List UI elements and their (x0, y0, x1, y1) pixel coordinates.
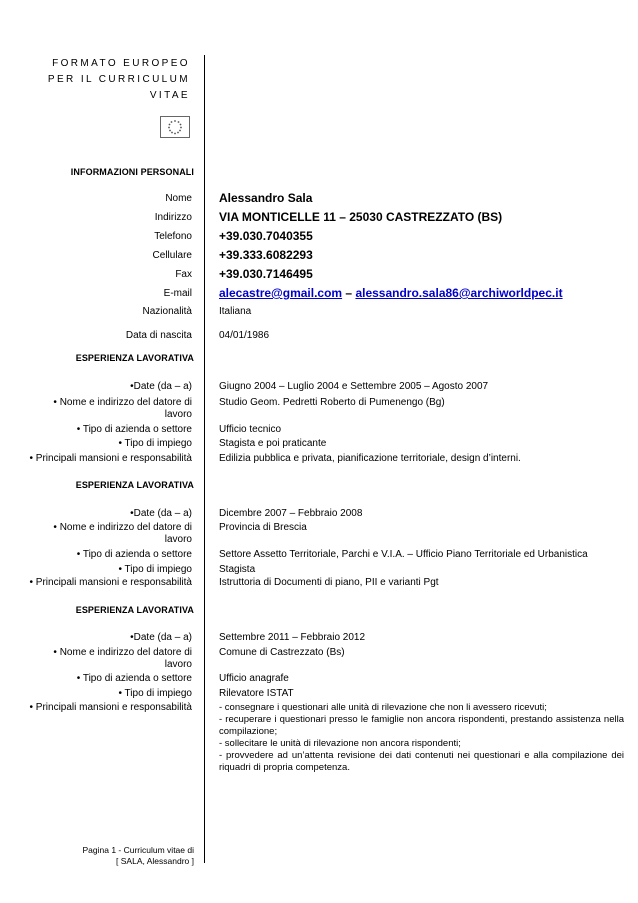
email-link-1[interactable]: alecastre@gmail.com (219, 286, 343, 300)
value-fax: +39.030.7146495 (219, 267, 313, 281)
exp2-value-employer: Provincia di Brescia (219, 522, 307, 533)
value-indirizzo: VIA MONTICELLE 11 – 25030 CASTREZZATO (BS) (219, 210, 503, 224)
label-cellulare: Cellulare (152, 250, 192, 261)
exp1-label-employer: • Nome e indirizzo del datore di lavoro (53, 397, 192, 420)
exp2-label-sector: • Tipo di azienda o settore (76, 549, 192, 560)
value-cellulare: +39.333.6082293 (219, 248, 313, 262)
exp3-task-3: - sollecitare le unità di rilevazione non ancora rispondenti; (219, 738, 461, 749)
email-separator: – (342, 286, 356, 300)
column-divider (204, 55, 205, 863)
value-nazionalita: Italiana (219, 306, 252, 317)
exp3-task-4: - provvedere ad un’attenta revisione dei dati contenuti nei questionari e alla compilazione dei riquadri di propria competenza. (219, 750, 624, 773)
exp2-value-job: Stagista (219, 564, 256, 575)
exp2-label-date: •Date (da – a) (130, 508, 192, 519)
eu-flag-icon (160, 116, 190, 138)
header-line-1: FORMATO EUROPEO (52, 58, 190, 69)
exp1-value-date: Giugno 2004 – Luglio 2004 e Settembre 2005 – Agosto 2007 (219, 381, 489, 392)
exp3-value-employer: Comune di Castrezzato (Bs) (219, 647, 345, 658)
label-nome: Nome (165, 193, 192, 204)
footer-page-line: Pagina 1 - Curriculum vitae di (82, 845, 194, 855)
value-nome: Alessandro Sala (219, 191, 313, 205)
header-line-2: PER IL CURRICULUM (47, 74, 190, 85)
exp2-value-sector: Settore Assetto Territoriale, Parchi e V.I.A. – Ufficio Piano Territoriale ed Urbanistica (219, 549, 588, 560)
exp1-value-sector: Ufficio tecnico (219, 424, 282, 435)
exp3-value-date: Settembre 2011 – Febbraio 2012 (219, 632, 366, 643)
footer (70, 845, 194, 867)
exp2-value-date: Dicembre 2007 – Febbraio 2008 (219, 508, 363, 519)
section-title-experience-3: ESPERIENZA LAVORATIVA (75, 605, 194, 615)
exp3-label-date: •Date (da – a) (130, 632, 192, 643)
exp3-label-sector: • Tipo di azienda o settore (76, 673, 192, 684)
exp2-label-employer: • Nome e indirizzo del datore di lavoro (53, 522, 192, 545)
label-telefono: Telefono (154, 231, 192, 242)
exp1-value-job: Stagista e poi praticante (219, 438, 327, 449)
label-fax: Fax (175, 269, 192, 280)
exp3-task-2: - recuperare i questionari presso le famiglie non ancora rispondenti, prestando assistenza nella compilazione; (219, 714, 624, 737)
exp3-label-job: • Tipo di impiego (118, 688, 192, 699)
exp1-value-tasks: Edilizia pubblica e privata, pianificazione territoriale, design d’interni. (219, 453, 521, 464)
exp3-label-employer: • Nome e indirizzo del datore di lavoro (53, 647, 192, 670)
label-email: E-mail (163, 288, 192, 299)
exp3-task-1: - consegnare i questionari alle unità di rilevazione che non li avessero ricevuti; (219, 702, 547, 713)
exp1-label-tasks: • Principali mansioni e responsabilità (29, 453, 192, 464)
label-nazionalita: Nazionalità (142, 306, 192, 317)
section-title-personal: INFORMAZIONI PERSONALI (70, 167, 194, 177)
exp2-label-job: • Tipo di impiego (118, 564, 192, 575)
exp1-value-employer: Studio Geom. Pedretti Roberto di Pumenengo (Bg) (219, 397, 445, 408)
value-data-nascita: 04/01/1986 (219, 330, 270, 341)
exp3-value-job: Rilevatore ISTAT (219, 688, 294, 699)
header-line-3: VITAE (149, 90, 190, 101)
section-title-experience-2: ESPERIENZA LAVORATIVA (75, 480, 194, 490)
value-email (219, 287, 563, 299)
exp3-label-tasks: • Principali mansioni e responsabilità (29, 702, 192, 713)
exp2-label-tasks: • Principali mansioni e responsabilità (29, 577, 192, 588)
label-data-nascita: Data di nascita (125, 330, 192, 341)
exp3-value-sector: Ufficio anagrafe (219, 673, 289, 684)
footer-name-line: [ SALA, Alessandro ] (116, 856, 194, 866)
section-title-experience-1: ESPERIENZA LAVORATIVA (75, 353, 194, 363)
label-indirizzo: Indirizzo (154, 212, 192, 223)
exp1-label-date: •Date (da – a) (130, 381, 192, 392)
exp3-tasks-list (219, 702, 624, 774)
exp1-label-job: • Tipo di impiego (118, 438, 192, 449)
exp1-label-sector: • Tipo di azienda o settore (76, 424, 192, 435)
value-telefono: +39.030.7040355 (219, 229, 313, 243)
exp2-value-tasks: Istruttoria di Documenti di piano, PII e varianti Pgt (219, 577, 439, 588)
email-link-2[interactable]: alessandro.sala86@archiworldpec.it (355, 286, 563, 300)
